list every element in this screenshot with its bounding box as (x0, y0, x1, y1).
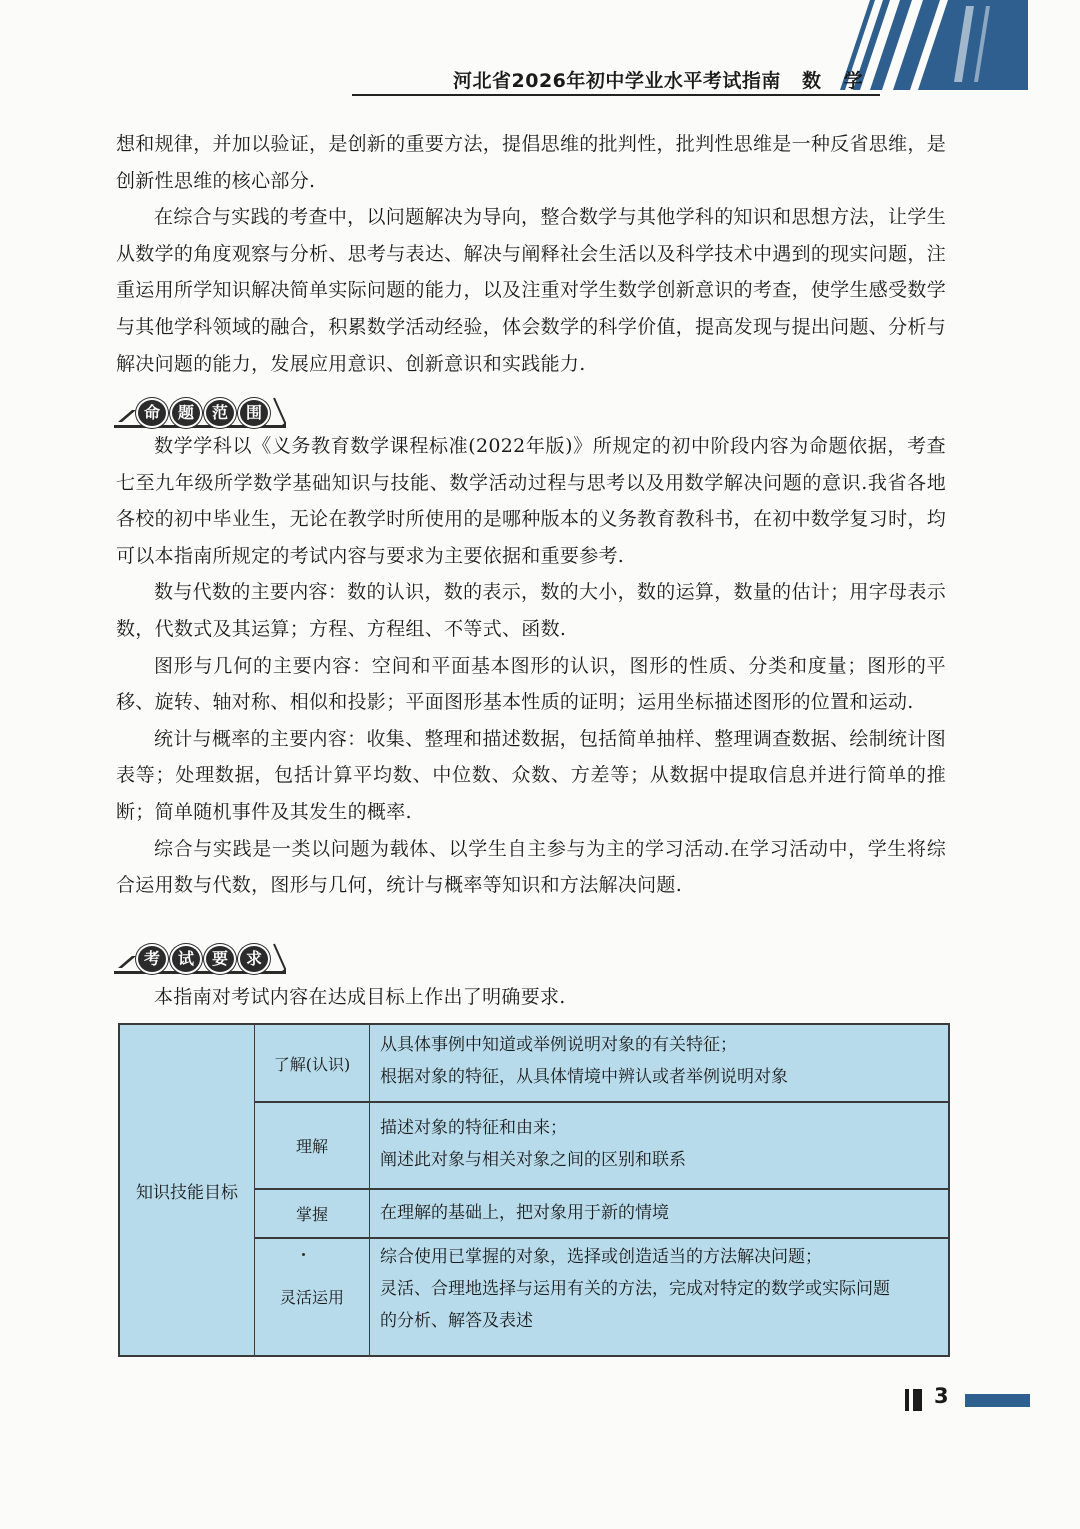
paragraph: 本指南对考试内容在达成目标上作出了明确要求. (154, 986, 566, 1008)
description-line: 灵活、合理地选择与运用有关的方法，完成对特定的数学或实际问题 (380, 1279, 890, 1299)
intro-text (116, 126, 946, 382)
header-title: 河北省2026年初中学业水平考试指南 (453, 70, 781, 92)
level-label: 掌握 (295, 1204, 328, 1224)
level-label: 灵活运用 (279, 1288, 344, 1307)
table-row-level (255, 1102, 370, 1188)
scope-text (116, 428, 946, 904)
table-row-level (255, 1238, 370, 1355)
level-label: 理解 (295, 1136, 328, 1156)
paragraph: 数学学科以《义务教育数学课程标准(2022年版)》所规定的初中阶段内容为命题依据，考查七至九年级所学数学基础知识与技能、数学活动过程与思考以及用数学解决问题的意识.我省各地各校的初中毕业生，无论在教学时所使用的是哪种版本的义务教育教科书，在初中数学复习时，均可以本指南所规定的考试内容与要求为主要依据和重要参考. (116, 435, 946, 567)
mark-dot (302, 1253, 305, 1256)
heading-char: 要 (204, 944, 236, 974)
description-line: 的分析、解答及表述 (380, 1311, 533, 1331)
requirements-text (116, 979, 946, 1016)
table-row-description (370, 1241, 948, 1337)
footer-color-band (965, 1394, 1030, 1407)
section-heading-scope (136, 398, 270, 424)
level-label: 了解(认识) (273, 1054, 351, 1074)
description-line: 在理解的基础上，把对象用于新的情境 (380, 1203, 669, 1223)
heading-char: 试 (170, 944, 202, 974)
description-line: 阐述此对象与相关对象之间的区别和联系 (380, 1150, 686, 1170)
table-row-description (370, 1112, 948, 1176)
table-row-description (370, 1029, 948, 1093)
heading-char: 题 (170, 398, 202, 428)
table-row-level (255, 1025, 370, 1101)
goal-category-cell (120, 1025, 255, 1355)
paragraph: 数与代数的主要内容：数的认识，数的表示，数的大小，数的运算，数量的估计；用字母表示数，代数式及其运算；方程、方程组、不等式、函数. (116, 581, 946, 640)
paragraph: 统计与概率的主要内容：收集、整理和描述数据，包括简单抽样、整理调查数据、绘制统计图表等；处理数据，包括计算平均数、中位数、众数、方差等；从数据中提取信息并进行简单的推断；简单随机事件及其发生的概率. (116, 727, 946, 823)
description-line: 从具体事例中知道或举例说明对象的有关特征； (380, 1035, 737, 1055)
page-footer (0, 1386, 1080, 1416)
header-subject: 数 学 (802, 70, 871, 92)
page-number-bars-icon (905, 1389, 927, 1411)
table-row-description (370, 1197, 948, 1229)
description-line: 综合使用已掌握的对象，选择或创造适当的方法解决问题； (380, 1247, 822, 1267)
paragraph: 想和规律，并加以验证，是创新的重要方法，提倡思维的批判性，批判性思维是一种反省思维，是创新性思维的核心部分. (116, 133, 946, 192)
description-line: 根据对象的特征，从具体情境中辨认或者举例说明对象 (380, 1067, 788, 1087)
table-row-level (255, 1189, 370, 1237)
heading-char: 围 (238, 398, 270, 428)
description-line: 描述对象的特征和由来； (380, 1118, 567, 1138)
page-number: 3 (934, 1384, 949, 1408)
heading-char: 考 (136, 944, 168, 974)
heading-char: 范 (204, 398, 236, 428)
paragraph: 图形与几何的主要内容：空间和平面基本图形的认识，图形的性质、分类和度量；图形的平移、旋转、轴对称、相似和投影；平面图形基本性质的证明；运用坐标描述图形的位置和运动. (116, 654, 946, 714)
paragraph: 在综合与实践的考查中，以问题解决为导向，整合数学与其他学科的知识和思想方法，让学生从数学的角度观察与分析、思考与表达、解决与阐释社会生活以及科学技术中遇到的现实问题，注重运用所学知识解决简单实际问题的能力，以及注重对学生数学创新意识的考查，使学生感受数学与其他学科领域的融合，积累数学活动经验，体会数学的科学价值，提高发现与提出问题、分析与解决问题的能力，发展应用意识、创新意识和实践能力. (116, 206, 946, 375)
goal-category-label: 知识技能目标 (136, 1182, 238, 1203)
requirements-table (118, 1023, 950, 1357)
header-rule (352, 94, 880, 96)
section-heading-requirements (136, 944, 270, 970)
heading-char: 命 (136, 398, 168, 428)
paragraph: 综合与实践是一类以问题为载体、以学生自主参与为主的学习活动.在学习活动中，学生将综合运用数与代数，图形与几何，统计与概率等知识和方法解决问题. (116, 837, 946, 897)
heading-char: 求 (238, 944, 270, 974)
